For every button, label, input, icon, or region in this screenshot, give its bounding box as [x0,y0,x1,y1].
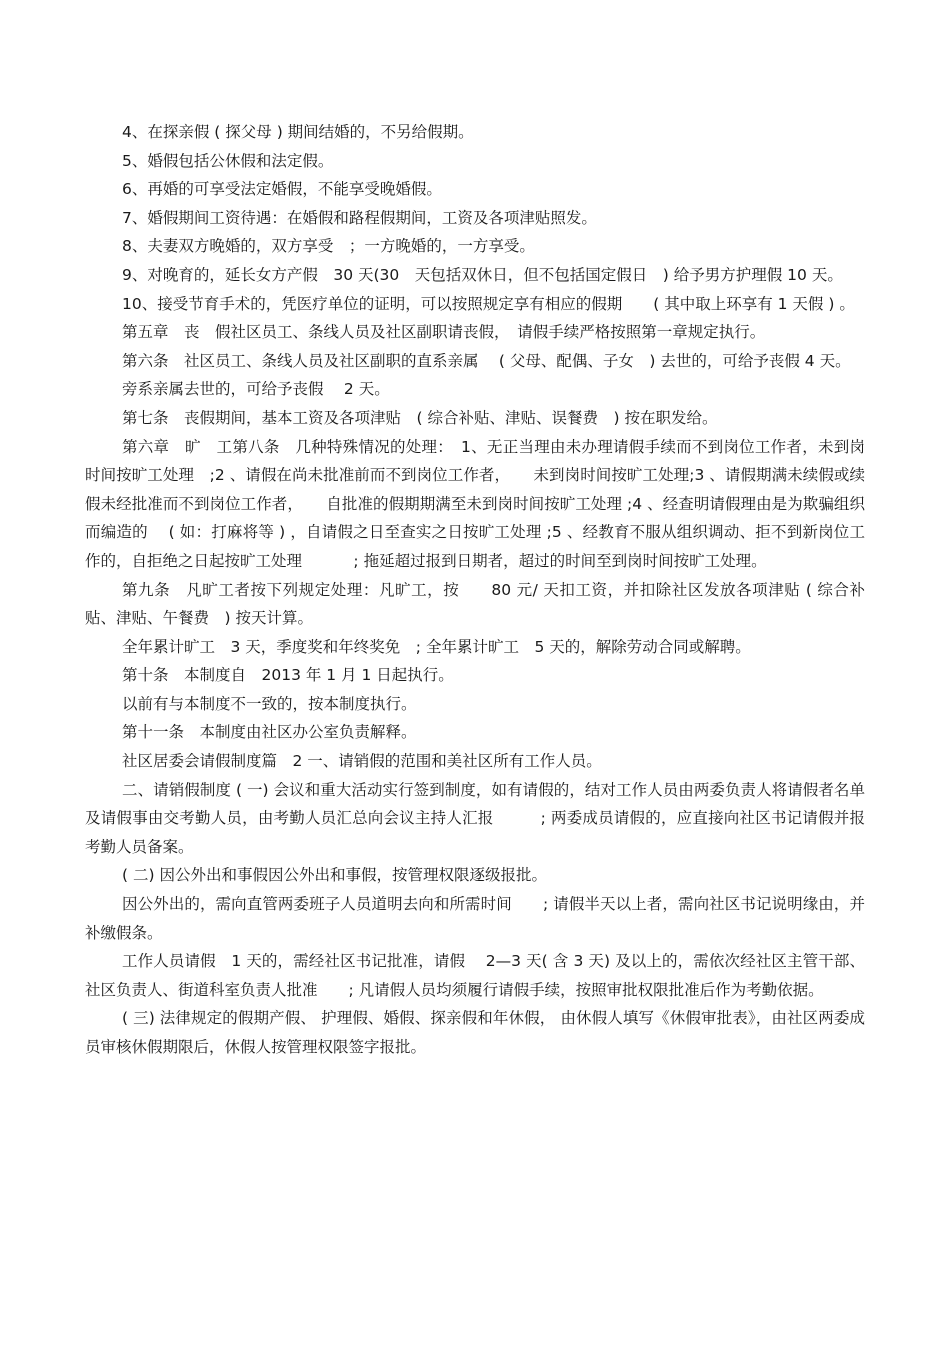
paragraph-23: ( 三) 法律规定的假期产假、 护理假、婚假、探亲假和年休假， 由休假人填写《休假审批表》，由社区两委成员审核休假期限后，休假人按管理权限签字报批。 [85,1009,865,1056]
paragraph-12: 第六章 旷 工第八条 几种特殊情况的处理： 1、无正当理由未办理请假手续而不到岗位工作者，未到岗时间按旷工处理 ;2 、请假在尚未批准前而不到岗位工作者， 未到岗时间按旷工处理;3 、请假期满未续假或续假未经批准而不到岗位工作者， 自批准的假期期满至未到岗时间按旷工处理 ;4 、经查明请假理由是为欺骗组织而编造的 ( 如：打麻将等 ) ，自请假之日至查实之日按旷工处理 ;5 、经教育不服从组织调动、拒不到新岗位工作的，自拒绝之日起按旷工处理 ; 拖延超过报到日期者，超过的时间至到岗时间按旷工处理。 [85,437,865,570]
paragraph-15: 第十条 本制度自 2013 年 1 月 1 日起执行。 [122,666,454,685]
document-body [85,118,865,1062]
paragraph-11: 第七条 丧假期间，基本工资及各项津贴 ( 综合补贴、津贴、误餐费 ) 按在职发给。 [122,408,718,427]
paragraph-4: 7、婚假期间工资待遇：在婚假和路程假期间，工资及各项津贴照发。 [122,208,597,227]
paragraph-20: ( 二) 因公外出和事假因公外出和事假，按管理权限逐级报批。 [122,866,547,885]
paragraph-2: 5、婚假包括公休假和法定假。 [122,151,334,170]
paragraph-14: 全年累计旷工 3 天，季度奖和年终奖免 ; 全年累计旷工 5 天的，解除劳动合同或解聘。 [122,637,751,656]
paragraph-21: 因公外出的，需向直管两委班子人员道明去向和所需时间 ; 请假半天以上者，需向社区书记说明缘由，并补缴假条。 [85,895,865,942]
paragraph-6: 9、对晚育的，延长女方产假 30 天(30 天包括双休日，但不包括国定假日 ) 给予男方护理假 10 天。 [122,265,843,284]
paragraph-3: 6、再婚的可享受法定婚假，不能享受晚婚假。 [122,180,442,199]
paragraph-8: 第五章 丧 假社区员工、条线人员及社区副职请丧假， 请假手续严格按照第一章规定执行。 [122,323,766,342]
paragraph-16: 以前有与本制度不一致的，按本制度执行。 [122,694,417,713]
paragraph-18: 社区居委会请假制度篇 2 一、请销假的范围和美社区所有工作人员。 [122,752,602,771]
paragraph-22: 工作人员请假 1 天的，需经社区书记批准，请假 2—3 天( 含 3 天) 及以上的，需依次经社区主管干部、社区负责人、街道科室负责人批准 ; 凡请假人员均须履行请假手续，按照审批权限批准后作为考勤依据。 [85,952,865,999]
paragraph-19: 二、请销假制度 ( 一) 会议和重大活动实行签到制度，如有请假的，结对工作人员由两委负责人将请假者名单及请假事由交考勤人员，由考勤人员汇总向会议主持人汇报 ; 两委成员请假的，应直接向社区书记请假并报考勤人员备案。 [85,780,865,856]
paragraph-10: 旁系亲属去世的，可给予丧假 2 天。 [122,380,390,399]
paragraph-1: 4、在探亲假 ( 探父母 ) 期间结婚的，不另给假期。 [122,123,474,141]
paragraph-7: 10、接受节育手术的，凭医疗单位的证明，可以按照规定享有相应的假期 ( 其中取上环享有 1 天假 ) 。 [122,294,855,313]
paragraph-5: 8、夫妻双方晚婚的，双方享受 ；一方晚婚的，一方享受。 [122,237,535,256]
paragraph-13: 第九条 凡旷工者按下列规定处理：凡旷工，按 80 元/ 天扣工资，并扣除社区发放各项津贴 ( 综合补贴、津贴、午餐费 ) 按天计算。 [85,580,865,628]
paragraph-17: 第十一条 本制度由社区办公室负责解释。 [122,723,417,742]
paragraph-9: 第六条 社区员工、条线人员及社区副职的直系亲属 ( 父母、配偶、子女 ) 去世的，可给予丧假 4 天。 [122,351,851,370]
